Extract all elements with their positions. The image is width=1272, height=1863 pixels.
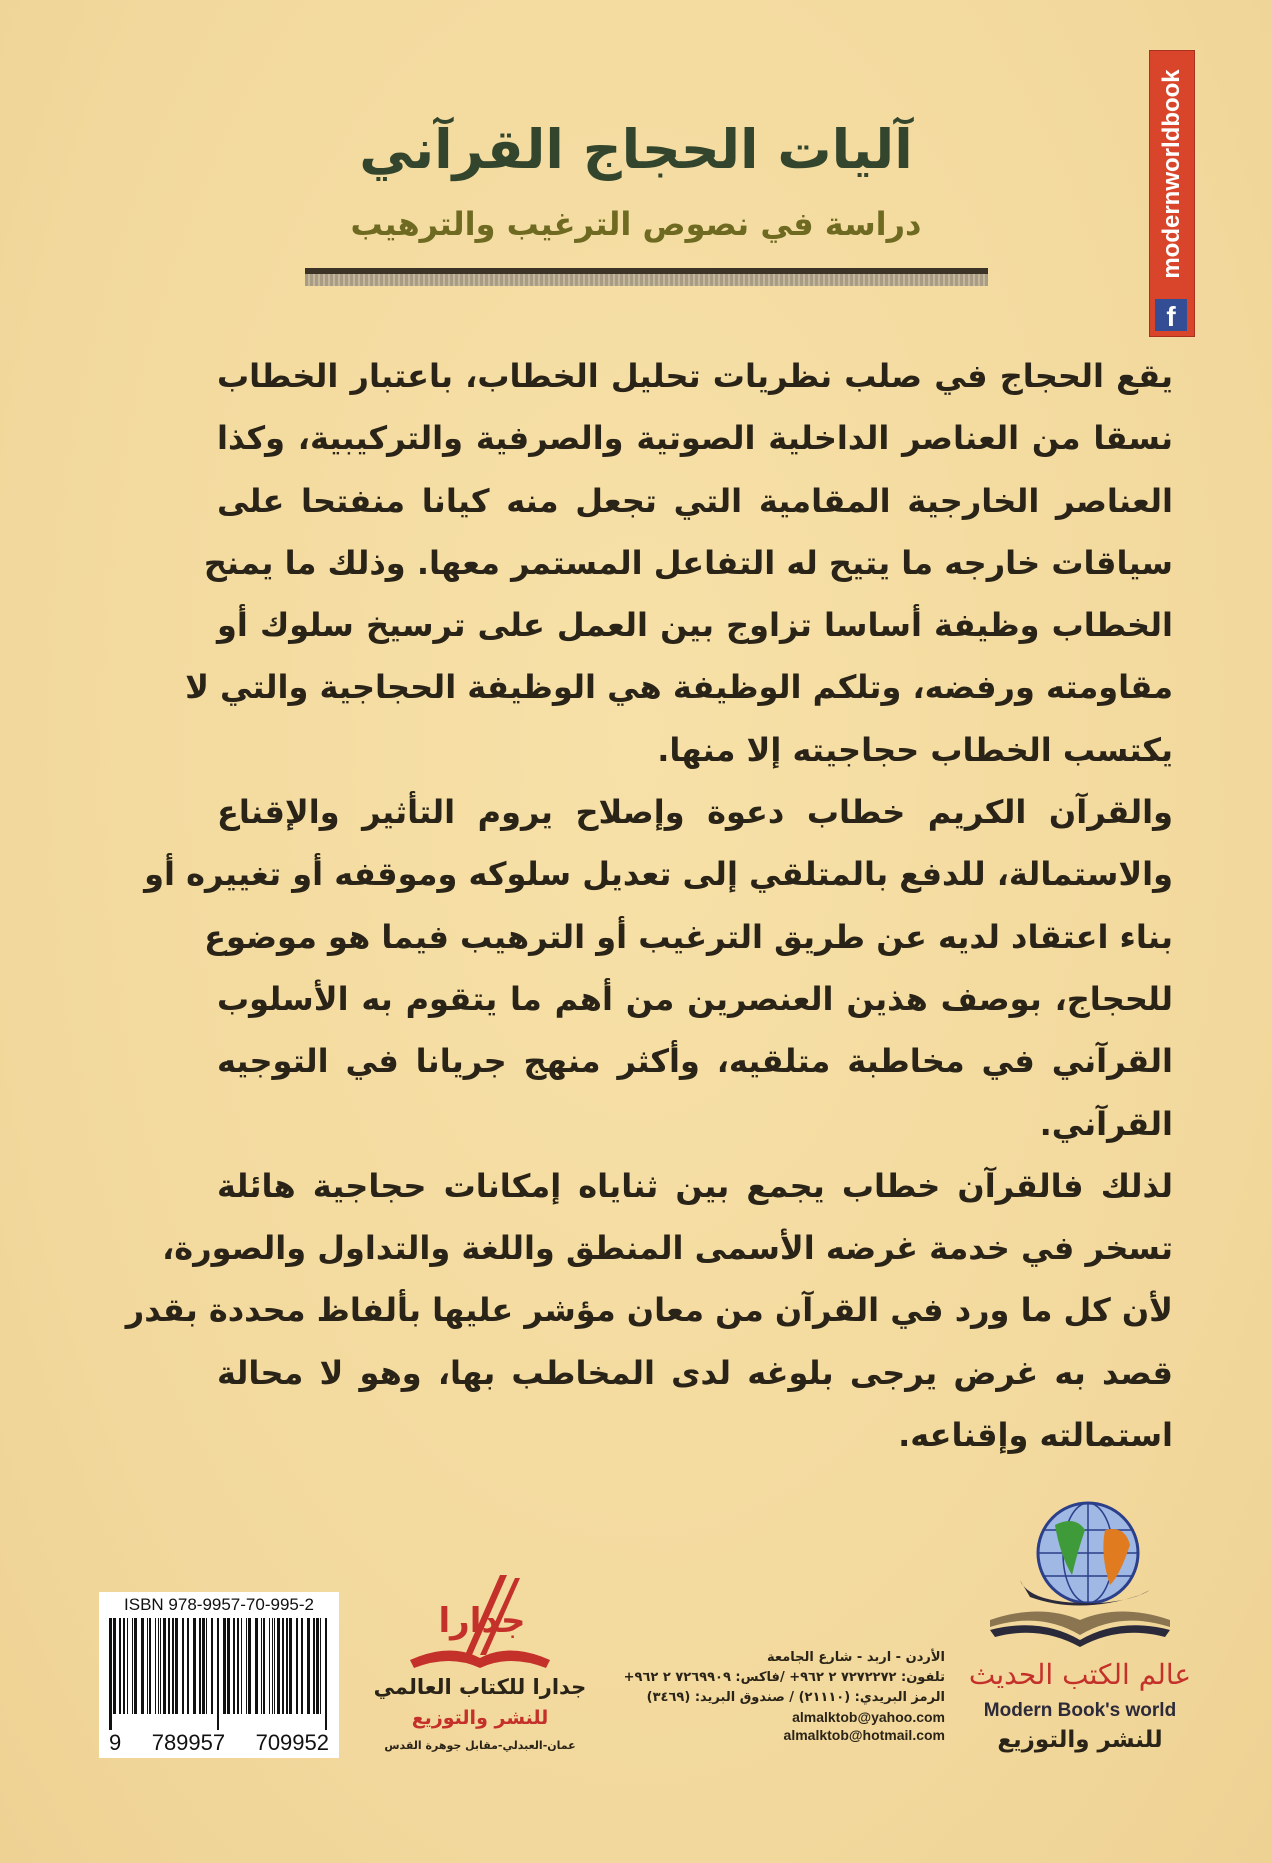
publisher-tagline: للنشر والتوزيع (997, 1727, 1163, 1753)
blurb-line: الخطاب وظيفة أساسا تزاوج بين العمل على ترسيخ سلوك أو (217, 606, 1173, 645)
barcode-bar (269, 1618, 270, 1714)
barcode-bar (199, 1618, 201, 1714)
jadara-logo-text: جدارا (438, 1601, 526, 1641)
barcode-bar (261, 1618, 262, 1714)
barcode-bar (227, 1618, 230, 1714)
barcode-bar (141, 1618, 144, 1714)
facebook-icon: f (1155, 299, 1187, 331)
blurb-line: لأن كل ما ورد في القرآن من معان مؤشر عليها بألفاظ محددة بقدر (125, 1291, 1173, 1330)
barcode-bars (107, 1618, 331, 1730)
barcode-bar (134, 1618, 137, 1714)
barcode-bar (132, 1618, 133, 1714)
contact-phone: تلفون: ٧٢٧٢٢٧٢ ٢ ٩٦٢+ /فاكس: ٧٢٦٩٩٠٩ ٢ ٩٦٢+ (623, 1670, 945, 1685)
barcode-bar (233, 1618, 235, 1714)
barcode-bar (149, 1618, 151, 1714)
contact-postal: الرمز البريدي: (٢١١١٠) / صندوق البريد: (٣٤٦٩) (646, 1690, 945, 1705)
blurb-line: للحجاج، بوصف هذين العنصرين من أهم ما يتقوم به الأسلوب (217, 979, 1173, 1018)
blurb-line: العناصر الخارجية المقامية التي تجعل منه كيانا منفتحا على (217, 481, 1173, 520)
barcode-bar (282, 1618, 284, 1714)
back-cover-blurb (125, 345, 1173, 1466)
barcode-bar (255, 1618, 258, 1714)
blurb-line: يكتسب الخطاب حجاجيته إلا منها. (657, 730, 1173, 769)
barcode-bar (246, 1618, 247, 1714)
blurb-line: تسخر في خدمة غرضه الأسمى المنطق واللغة والتداول والصورة، (162, 1229, 1173, 1268)
blurb-line: والاستمالة، للدفع بالمتلقي إلى تعديل سلوكه وموقفه أو تغييره أو (144, 855, 1173, 894)
publisher-name-arabic: عالم الكتب الحديث (968, 1658, 1192, 1691)
barcode-bar (187, 1618, 189, 1714)
barcode-bar (172, 1618, 174, 1714)
barcode-bar (123, 1618, 125, 1714)
barcode-bar (325, 1618, 327, 1730)
barcode-bar (223, 1618, 226, 1714)
blurb-line: قصد به غرض يرجى بلوغه لدى المخاطب بها، وهو لا محالة (217, 1353, 1173, 1392)
barcode-bar (320, 1618, 321, 1714)
barcode-digits-right: 709952 (255, 1730, 329, 1755)
barcode-bar (277, 1618, 280, 1714)
barcode-bar (307, 1618, 310, 1714)
barcode-bar (301, 1618, 303, 1714)
jadara-logo (355, 1570, 605, 1675)
barcode-bar (263, 1618, 265, 1714)
contact-email-hotmail[interactable]: almalktob@hotmail.com (783, 1727, 945, 1743)
barcode-bar (119, 1618, 121, 1714)
barcode-bar (168, 1618, 170, 1714)
jadara-tagline: للنشر والتوزيع (411, 1707, 549, 1729)
blurb-line: مقاومته ورفضه، وتلكم الوظيفة هي الوظيفة الحجاجية والتي لا (185, 668, 1173, 707)
barcode-bar (217, 1618, 219, 1730)
barcode-digits (99, 1730, 339, 1756)
barcode-bar (163, 1618, 166, 1714)
barcode-bar (248, 1618, 251, 1714)
isbn-number: ISBN 978-9957-70-995-2 (124, 1595, 314, 1614)
blurb-line: القرآني. (1039, 1104, 1173, 1143)
jadara-address: عمان-العبدلي-مقابل جوهرة القدس (384, 1739, 576, 1752)
blurb-line: لذلك فالقرآن خطاب يجمع بين ثناياه إمكانات حجاجية هائلة (217, 1166, 1173, 1205)
barcode-bar (158, 1618, 159, 1714)
barcode-bar (155, 1618, 156, 1714)
facebook-page-label (1149, 50, 1195, 337)
barcode-bar (237, 1618, 239, 1714)
book-title: آليات الحجاج القرآني (359, 118, 913, 181)
jadara-name: جدارا للكتاب العالمي (373, 1675, 587, 1699)
barcode-bar (289, 1618, 292, 1714)
barcode-bar (211, 1618, 213, 1714)
modern-books-world-logo-block (960, 1495, 1200, 1765)
barcode-bar (175, 1618, 178, 1714)
blurb-line: يقع الحجاج في صلب نظريات تحليل الخطاب، باعتبار الخطاب (217, 357, 1173, 395)
barcode-digit-prefix: 9 (109, 1730, 122, 1755)
barcode-bar (241, 1618, 242, 1714)
barcode-bar (127, 1618, 128, 1714)
isbn-barcode (99, 1592, 339, 1758)
barcode-bar (182, 1618, 184, 1714)
barcode-bar (286, 1618, 288, 1714)
book-subtitle: دراسة في نصوص الترغيب والترهيب (350, 205, 922, 243)
barcode-bar (272, 1618, 273, 1714)
barcode-bar (193, 1618, 196, 1714)
blurb-line: استمالته وإقناعه. (898, 1416, 1173, 1455)
jadara-publisher-block (355, 1570, 605, 1765)
barcode-digits-left: 789957 (151, 1730, 226, 1755)
barcode-bar (274, 1618, 275, 1714)
blurb-line: سياقات خارجه ما يتيح له التفاعل المستمر معها. وذلك ما يمنح (203, 543, 1173, 582)
barcode-bar (206, 1618, 207, 1714)
barcode-bar (296, 1618, 298, 1714)
contact-email-yahoo[interactable]: almalktob@yahoo.com (792, 1709, 945, 1725)
publisher-contact (615, 1648, 945, 1744)
publisher-name-english: Modern Book's world (983, 1700, 1177, 1721)
contact-address: الأردن - اربد - شارع الجامعة (766, 1650, 945, 1665)
globe-book-logo (960, 1495, 1200, 1655)
blurb-line: بناء اعتقاد لديه عن طريق الترغيب أو الترهيب فيما هو موضوع (204, 917, 1173, 956)
barcode-bar (147, 1618, 148, 1714)
facebook-page-name: modernworldbook (1158, 68, 1185, 279)
blurb-line: القرآني في مخاطبة متلقيه، وأكثر منهج جريانا في التوجيه (217, 1042, 1173, 1081)
barcode-bar (313, 1618, 315, 1714)
barcode-bar (202, 1618, 205, 1714)
barcode-bar (113, 1618, 116, 1714)
barcode-bar (160, 1618, 161, 1714)
blurb-line: نسقا من العناصر الداخلية الصوتية والصرفية والتركيبية، وكذا (217, 419, 1173, 458)
blurb-line: والقرآن الكريم خطاب دعوة وإصلاح يروم التأثير والإقناع (217, 793, 1173, 832)
barcode-bar (109, 1618, 112, 1730)
title-divider-pattern (305, 274, 988, 286)
barcode-bar (316, 1618, 319, 1714)
